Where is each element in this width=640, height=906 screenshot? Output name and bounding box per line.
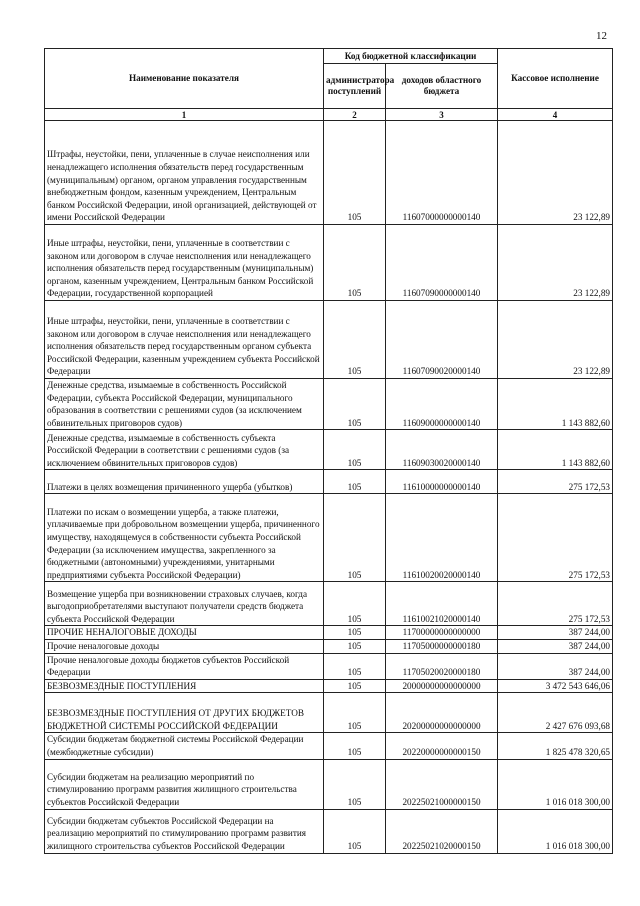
- row-amount: 23 122,89: [498, 121, 613, 225]
- row-admin-code: 105: [324, 494, 386, 582]
- table-row: [45, 809, 613, 853]
- row-name: Возмещение ущерба при возникновении страховых случаев, когда выгодоприобретателями выступают получатели средств бюджета субъекта Российской Федерации: [45, 582, 324, 626]
- row-income-code: 20225021000000150: [386, 759, 498, 809]
- table-row: [45, 733, 613, 759]
- row-name: БЕЗВОЗМЕЗДНЫЕ ПОСТУПЛЕНИЯ ОТ ДРУГИХ БЮДЖЕТОВ БЮДЖЕТНОЙ СИСТЕМЫ РОССИЙСКОЙ ФЕДЕРАЦИИ: [45, 693, 324, 733]
- row-name: Платежи в целях возмещения причиненного ущерба (убытков): [45, 470, 324, 494]
- table-body: [45, 121, 613, 854]
- row-name: БЕЗВОЗМЕЗДНЫЕ ПОСТУПЛЕНИЯ: [45, 679, 324, 693]
- row-admin-code: 105: [324, 626, 386, 640]
- row-amount: 275 172,53: [498, 582, 613, 626]
- row-income-code: 11610000000000140: [386, 470, 498, 494]
- table-row: [45, 653, 613, 679]
- row-amount: 23 122,89: [498, 225, 613, 301]
- row-income-code: 20225021020000150: [386, 809, 498, 853]
- row-amount: 275 172,53: [498, 494, 613, 582]
- row-amount: 2 427 676 093,68: [498, 693, 613, 733]
- table-row: [45, 759, 613, 809]
- row-admin-code: 105: [324, 733, 386, 759]
- table-row: [45, 301, 613, 379]
- row-amount: 1 016 018 300,00: [498, 759, 613, 809]
- row-amount: 1 143 882,60: [498, 379, 613, 430]
- row-admin-code: 105: [324, 582, 386, 626]
- row-admin-code: 105: [324, 225, 386, 301]
- table-row: [45, 639, 613, 653]
- row-name: Штрафы, неустойки, пени, уплаченные в случае неисполнения или ненадлежащего исполнения обязательств перед государственным (муниципальным) органом, органом управления государственным внебюджетным фондом, казенным учреждением, Центральным банком Российской Федерации, иной организацией, действующей от имени Российской Федерации: [45, 121, 324, 225]
- row-income-code: 11607000000000140: [386, 121, 498, 225]
- row-admin-code: 105: [324, 759, 386, 809]
- row-income-code: 11607090020000140: [386, 301, 498, 379]
- row-income-code: 11700000000000000: [386, 626, 498, 640]
- row-income-code: 11705000000000180: [386, 639, 498, 653]
- row-admin-code: 105: [324, 470, 386, 494]
- table-row: [45, 693, 613, 733]
- table-row: [45, 626, 613, 640]
- page-number: 12: [596, 30, 607, 42]
- row-amount: 275 172,53: [498, 470, 613, 494]
- row-name: Субсидии бюджетам субъектов Российской Федерации на реализацию мероприятий по стимулированию программ развития жилищного строительства субъектов Российской Федерации: [45, 809, 324, 853]
- table-row: [45, 494, 613, 582]
- table-row: [45, 225, 613, 301]
- row-name: Прочие неналоговые доходы бюджетов субъектов Российской Федерации: [45, 653, 324, 679]
- row-name: Иные штрафы, неустойки, пени, уплаченные в соответствии с законом или договором в случае неисполнения или ненадлежащего исполнения обязательств перед государственным (муниципальным) органом, казенным учреждением, Центральным банком Российской Федерации, государственной корпорацией: [45, 225, 324, 301]
- table-row: [45, 379, 613, 430]
- row-amount: 387 244,00: [498, 653, 613, 679]
- row-amount: 1 825 478 320,65: [498, 733, 613, 759]
- row-admin-code: 105: [324, 679, 386, 693]
- row-admin-code: 105: [324, 809, 386, 853]
- row-name: Субсидии бюджетам на реализацию мероприятий по стимулированию программ развития жилищного строительства субъектов Российской Федерации: [45, 759, 324, 809]
- row-amount: 23 122,89: [498, 301, 613, 379]
- row-income-code: 11607090000000140: [386, 225, 498, 301]
- row-name: Денежные средства, изымаемые в собственность субъекта Российской Федерации в соответствии с решениями судов (за исключением обвинительных приговоров судов): [45, 430, 324, 470]
- table-row: [45, 470, 613, 494]
- column-number-1: 1: [45, 109, 324, 121]
- row-name: Прочие неналоговые доходы: [45, 639, 324, 653]
- row-amount: 1 143 882,60: [498, 430, 613, 470]
- header-income-column: доходов областного бюджета: [386, 64, 498, 109]
- row-name: ПРОЧИЕ НЕНАЛОГОВЫЕ ДОХОДЫ: [45, 626, 324, 640]
- budget-execution-table: [44, 48, 613, 854]
- row-income-code: 11610021020000140: [386, 582, 498, 626]
- row-income-code: 20000000000000000: [386, 679, 498, 693]
- row-admin-code: 105: [324, 121, 386, 225]
- column-number-2: 2: [324, 109, 386, 121]
- table-row: [45, 679, 613, 693]
- row-amount: 1 016 018 300,00: [498, 809, 613, 853]
- header-amount-column: Кассовое исполнение: [498, 49, 613, 109]
- table-row: [45, 121, 613, 225]
- column-number-4: 4: [498, 109, 613, 121]
- row-amount: 387 244,00: [498, 626, 613, 640]
- header-admin-column: администратора поступлений: [324, 64, 386, 109]
- row-name: Иные штрафы, неустойки, пени, уплаченные в соответствии с законом или договором в случае неисполнения или ненадлежащего исполнения обязательств перед государственным органом субъекта Российской Федерации, казенным учреждением субъекта Российской Федерации: [45, 301, 324, 379]
- row-name: Платежи по искам о возмещении ущерба, а также платежи, уплачиваемые при добровольном возмещении ущерба, причиненного имуществу, находящемуся в собственности субъекта Российской Федерации (за исключением имущества, закрепленного за бюджетными (автономными) учреждениями, унитарными предприятиями субъекта Российской Федерации): [45, 494, 324, 582]
- row-admin-code: 105: [324, 301, 386, 379]
- row-admin-code: 105: [324, 653, 386, 679]
- row-admin-code: 105: [324, 430, 386, 470]
- row-income-code: 11609000000000140: [386, 379, 498, 430]
- row-name: Денежные средства, изымаемые в собственность Российской Федерации, субъекта Российской Федерации, муниципального образования в соответствии с решениями судов (за исключением обвинительных приговоров судов): [45, 379, 324, 430]
- row-income-code: 11609030020000140: [386, 430, 498, 470]
- row-admin-code: 105: [324, 693, 386, 733]
- row-admin-code: 105: [324, 379, 386, 430]
- header-name-column: Наименование показателя: [45, 49, 324, 109]
- row-income-code: 11610020020000140: [386, 494, 498, 582]
- table-row: [45, 582, 613, 626]
- header-classification-group: Код бюджетной классификации: [324, 49, 498, 64]
- table-row: [45, 430, 613, 470]
- row-name: Субсидии бюджетам бюджетной системы Российской Федерации (межбюджетные субсидии): [45, 733, 324, 759]
- row-admin-code: 105: [324, 639, 386, 653]
- row-income-code: 11705020020000180: [386, 653, 498, 679]
- column-number-3: 3: [386, 109, 498, 121]
- row-amount: 3 472 543 646,06: [498, 679, 613, 693]
- row-income-code: 20200000000000000: [386, 693, 498, 733]
- row-amount: 387 244,00: [498, 639, 613, 653]
- row-income-code: 20220000000000150: [386, 733, 498, 759]
